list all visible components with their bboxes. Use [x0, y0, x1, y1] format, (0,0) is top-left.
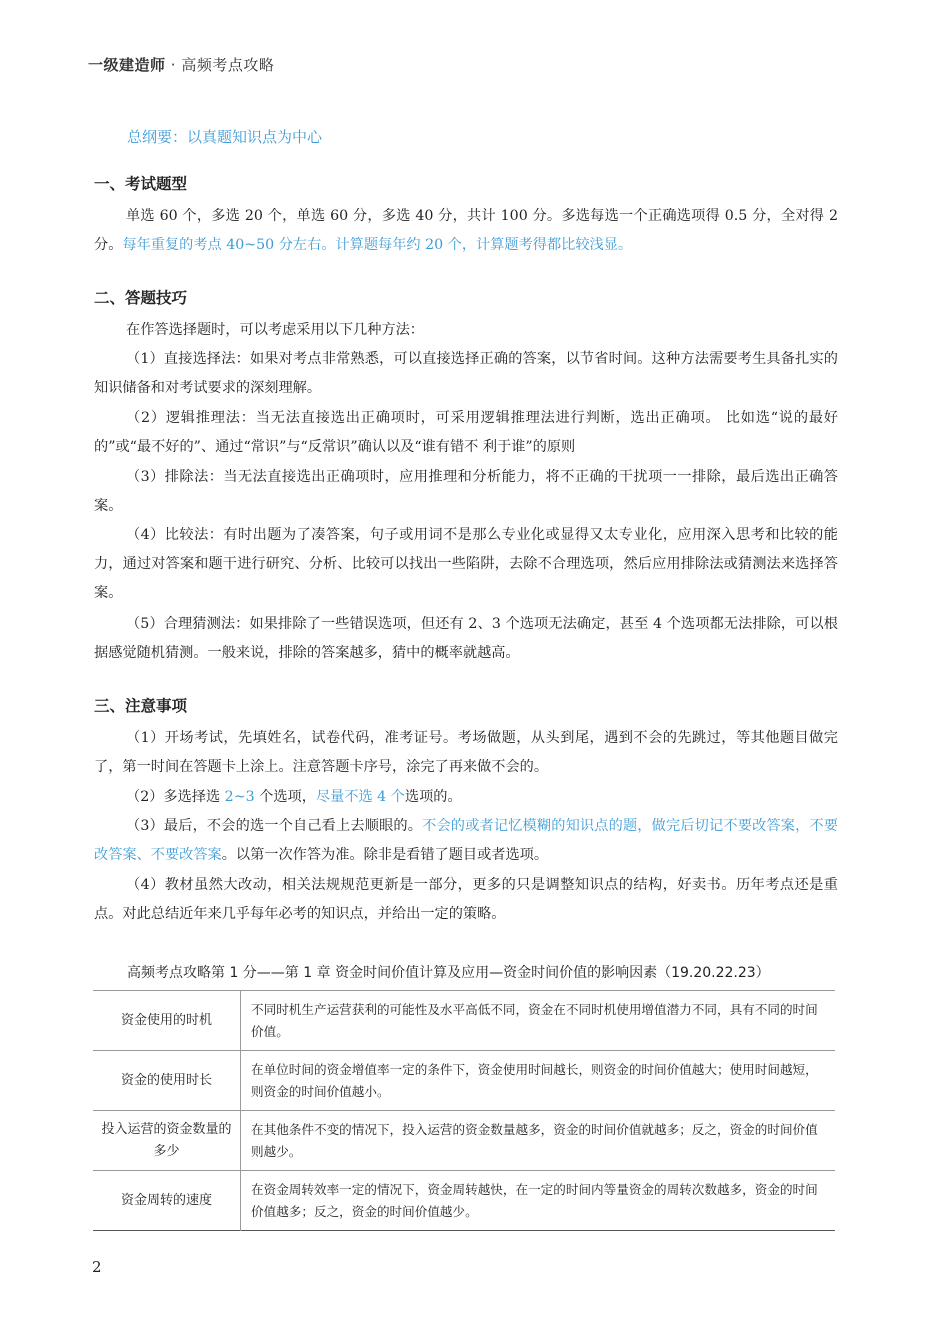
header-subtitle: 高频考点攻略 — [181, 56, 275, 74]
factors-table — [93, 990, 835, 1231]
section-2-paragraph-2 — [94, 404, 838, 462]
highlight-run: 不会的或者记忆模糊的知识点的题，做完后切记不要改答案，不要改答案、不要改答案 — [94, 818, 838, 863]
section-3-title: 三、注意事项 — [94, 697, 188, 715]
section-1-paragraph-1 — [94, 202, 838, 260]
text-run: （3）最后，不会的选一个自己看上去顺眼的。 — [126, 818, 423, 834]
text-run: （1）直接选择法：如果对考点非常熟悉，可以直接选择正确的答案，以节省时间。这种方法需要考生具备扎实的知识储备和对考试要求的深刻理解。 — [94, 351, 838, 396]
page-number: 2 — [92, 1258, 102, 1276]
table-row-value: 在其他条件不变的情况下，投入运营的资金数量越多，资金的时间价值就越多；反之，资金的时间价值则越少。 — [241, 1111, 836, 1171]
outline-title: 总纲要：以真题知识点为中心 — [127, 128, 323, 146]
text-run: （3）排除法：当无法直接选出正确项时，应用推理和分析能力，将不正确的干扰项一一排除，最后选出正确答案。 — [94, 469, 838, 514]
text-run: （4）教材虽然大改动，相关法规规范更新是一部分，更多的只是调整知识点的结构，好卖书。历年考点还是重点。对此总结近年来几乎每年必考的知识点，并给出一定的策略。 — [94, 877, 838, 922]
table-row — [93, 991, 835, 1051]
section-2-paragraph-4 — [94, 521, 838, 608]
text-run: 。以第一次作答为准。除非是看错了题目或者选项。 — [221, 847, 549, 863]
table-row-key: 投入运营的资金数量的多少 — [93, 1111, 241, 1171]
table-row-value: 不同时机生产运营获利的可能性及水平高低不同，资金在不同时机使用增值潜力不同，具有不同的时间价值。 — [241, 991, 836, 1051]
text-run: 在作答选择题时，可以考虑采用以下几种方法： — [126, 322, 424, 338]
text-run: （2）多选择选 — [126, 789, 225, 805]
text-run: （5）合理猜测法：如果排除了一些错误选项，但还有 2、3 个选项无法确定，甚至 4 个选项都无法排除，可以根据感觉随机猜测。一般来说，排除的答案越多，猜中的概率就越高。 — [94, 616, 838, 661]
section-3-paragraph-1 — [94, 724, 838, 782]
section-2-title: 二、答题技巧 — [94, 289, 188, 307]
table-row-key: 资金使用的时机 — [93, 991, 241, 1051]
table-row-value: 在资金周转效率一定的情况下，资金周转越快，在一定的时间内等量资金的周转次数越多，资金的时间价值越多；反之，资金的时间价值越少。 — [241, 1171, 836, 1231]
table-row — [93, 1111, 835, 1171]
header-separator: · — [170, 56, 177, 74]
table-row-value: 在单位时间的资金增值率一定的条件下，资金使用时间越长，则资金的时间价值越大；使用时间越短，则资金的时间价值越小。 — [241, 1051, 836, 1111]
section-1-title: 一、考试题型 — [94, 175, 188, 193]
highlight-run: 2~3 — [224, 789, 255, 805]
section-2-paragraph-1 — [94, 345, 838, 403]
section-3-paragraph-2 — [94, 783, 838, 812]
text-run: 单选 60 个，多选 20 个，单选 60 分，多选 40 分，共计 100 分。多选每选一个正确选项得 0.5 分，全对得 2 分。 — [94, 208, 838, 253]
section-2-paragraph-5 — [94, 610, 838, 668]
section-2-paragraph-3 — [94, 463, 838, 521]
section-3-paragraph-4 — [94, 871, 838, 929]
table-row — [93, 1171, 835, 1231]
highlight-run: 尽量不选 4 个 — [315, 789, 405, 805]
text-run: （4）比较法：有时出题为了凑答案，句子或用词不是那么专业化或显得又太专业化，应用深入思考和比较的能力，通过对答案和题干进行研究、分析、比较可以找出一些陷阱，去除不合理选项，然后应用排除法或猜测法来选择答案。 — [94, 527, 838, 601]
table-row-key: 资金周转的速度 — [93, 1171, 241, 1231]
highlight-run: 每年重复的考点 40~50 分左右。计算题每年约 20 个，计算题考得都比较浅显。 — [122, 237, 633, 253]
text-run: （1）开场考试，先填姓名，试卷代码，准考证号。考场做题，从头到尾，遇到不会的先跳过，等其他题目做完了，第一时间在答题卡上涂上。注意答题卡序号，涂完了再来做不会的。 — [94, 730, 838, 775]
text-run: （2）逻辑推理法：当无法直接选出正确项时，可采用逻辑推理法进行判断，选出正确项。 比如选“说的最好的”或“最不好的”、通过“常识”与“反常识”确认以及“谁有错不 利于谁”的原则 — [94, 410, 838, 455]
page-header — [88, 54, 274, 75]
text-run: 个选项， — [254, 789, 316, 805]
table-row-key: 资金的使用时长 — [93, 1051, 241, 1111]
table-row — [93, 1051, 835, 1111]
text-run: 选项的。 — [404, 789, 462, 805]
section-2-paragraph-intro — [94, 316, 838, 345]
header-brand: 一级建造师 — [88, 56, 166, 74]
section-3-paragraph-3 — [94, 812, 838, 870]
table-caption: 高频考点攻略第 1 分——第 1 章 资金时间价值计算及应用—资金时间价值的影响因素（19.20.22.23） — [127, 965, 770, 981]
